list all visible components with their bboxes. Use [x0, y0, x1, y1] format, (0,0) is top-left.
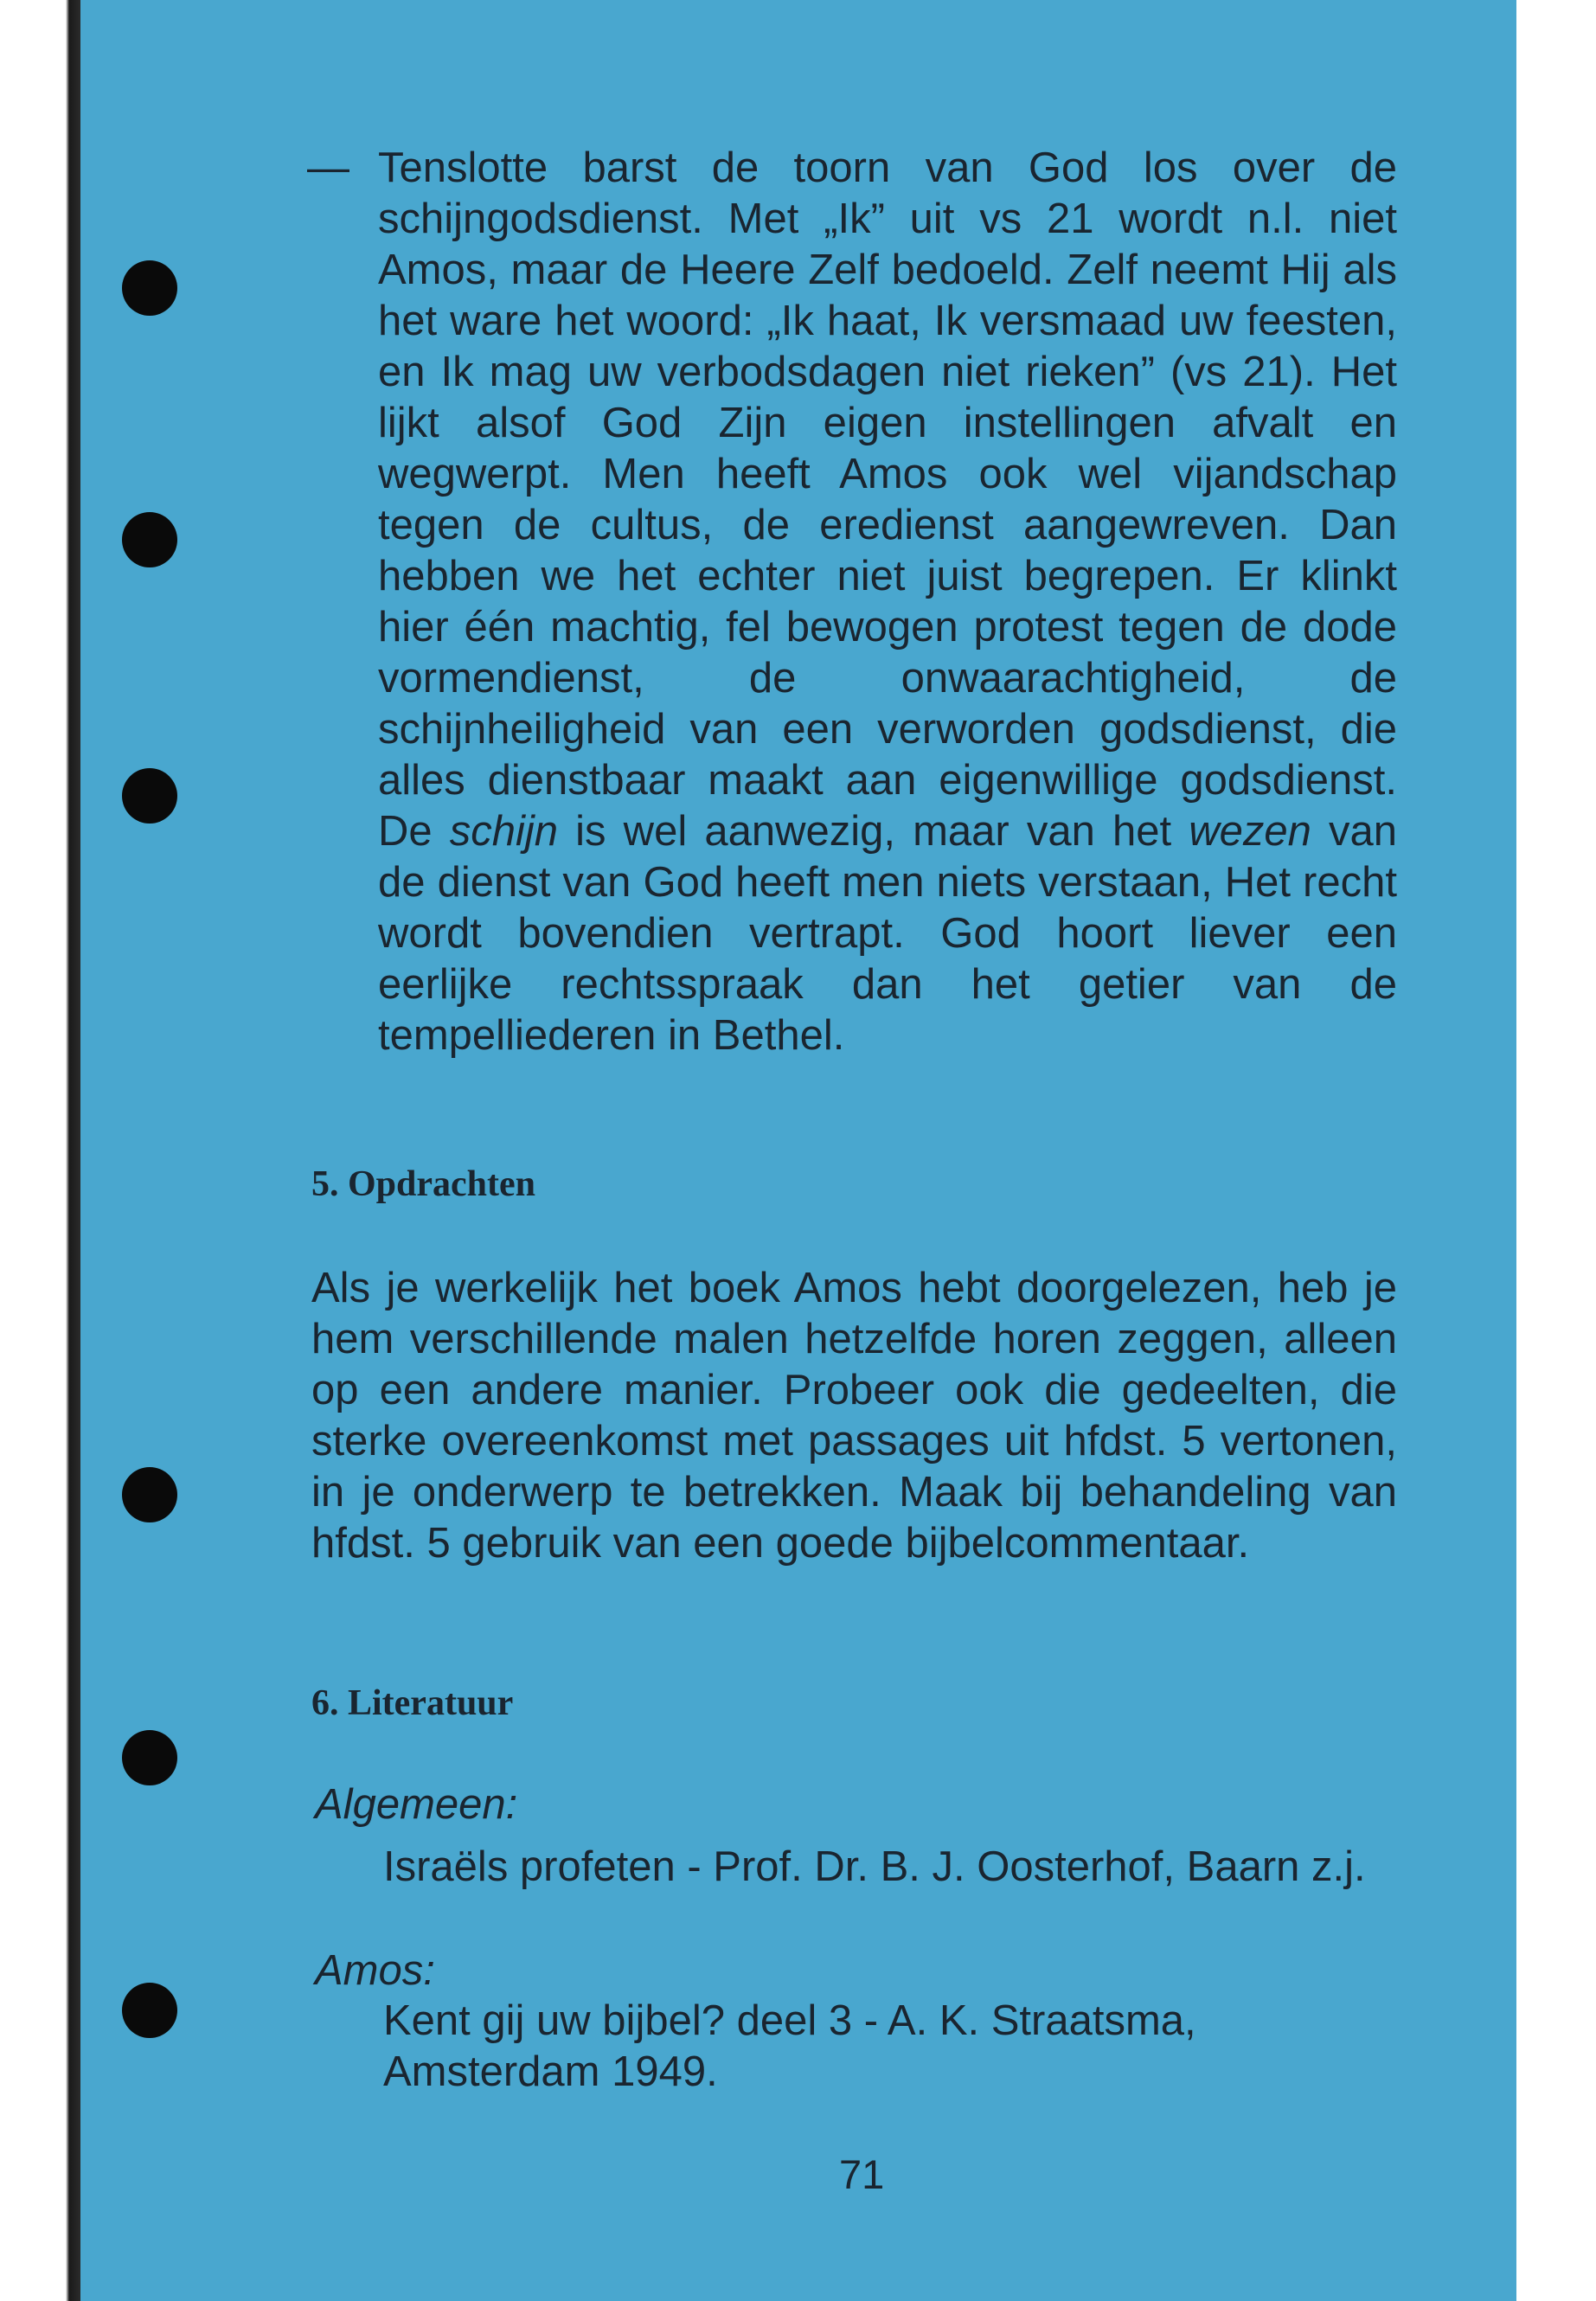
text-run: is wel aanwezig, maar van het [558, 808, 1189, 855]
text-run: Tenslotte barst de toorn van God los over de schijngodsdienst. Met „Ik” uit vs 21 wordt n.l. niet Amos, maar de Heere Zelf bedoeld. Zelf neemt Hij als het ware het woord: „Ik haat, Ik versmaad uw feesten, en Ik mag uw verbodsdagen niet rieken” (vs 21). Het lijkt alsof God Zijn eigen instellingen afvalt en wegwerpt. Men heeft Amos ook wel vijandschap tegen de cultus, de eredienst aangewreven. Dan hebben we het echter niet juist begrepen. Er klinkt hier één machtig, fel bewogen protest tegen de dode vormendienst, de onwaarachtigheid, de schijnheiligheid van een verworden godsdienst, die alles dienstbaar maakt aan eigenwillige godsdienst. De [378, 144, 1397, 855]
section6-heading: 6. Literatuur [311, 1683, 514, 1723]
page-binding-edge [0, 0, 80, 2301]
italic-run: wezen [1189, 808, 1311, 855]
literature-general-entry: Israëls profeten - Prof. Dr. B. J. Oosterhof, Baarn z.j. [383, 1843, 1366, 1890]
section5-paragraph [311, 1263, 1397, 1569]
section5-heading: 5. Opdrachten [311, 1164, 536, 1204]
literature-general-label: Algemeen: [315, 1781, 518, 1828]
section5-paragraph-text: Als je werkelijk het boek Amos hebt doorgelezen, heb je hem verschillende malen hetzelfde horen zeggen, alleen op een andere manier. Probeer ook die gedeelten, die sterke overeenkomst met passages uit hfdst. 5 vertonen, in je onderwerp te betrekken. Maak bij behandeling van hfdst. 5 gebruik van een goede bijbelcommentaar. [311, 1265, 1397, 1567]
page-right-margin [1516, 0, 1596, 2301]
literature-amos-entry: Kent gij uw bijbel? deel 3 - A. K. Straatsma, Amsterdam 1949. [383, 1997, 1196, 2095]
punch-hole [122, 1983, 177, 2038]
section4-paragraph [378, 143, 1397, 1061]
italic-run: schijn [449, 808, 559, 855]
punch-hole [122, 1467, 177, 1522]
text-run: van de dienst van God heeft men niets verstaan, Het recht wordt bovendien vertrapt. God hoort liever een eerlijke rechtsspraak dan het getier van de tempelliederen in Bethel. [378, 808, 1397, 1059]
punch-hole [122, 1730, 177, 1785]
section4-paragraph-text [378, 143, 1397, 1061]
punch-hole [122, 768, 177, 824]
page-number: 71 [839, 2151, 885, 2197]
punch-hole [122, 260, 177, 316]
em-dash: — [307, 144, 349, 191]
literature-amos-label: Amos: [315, 1947, 435, 1994]
punch-hole [122, 512, 177, 567]
